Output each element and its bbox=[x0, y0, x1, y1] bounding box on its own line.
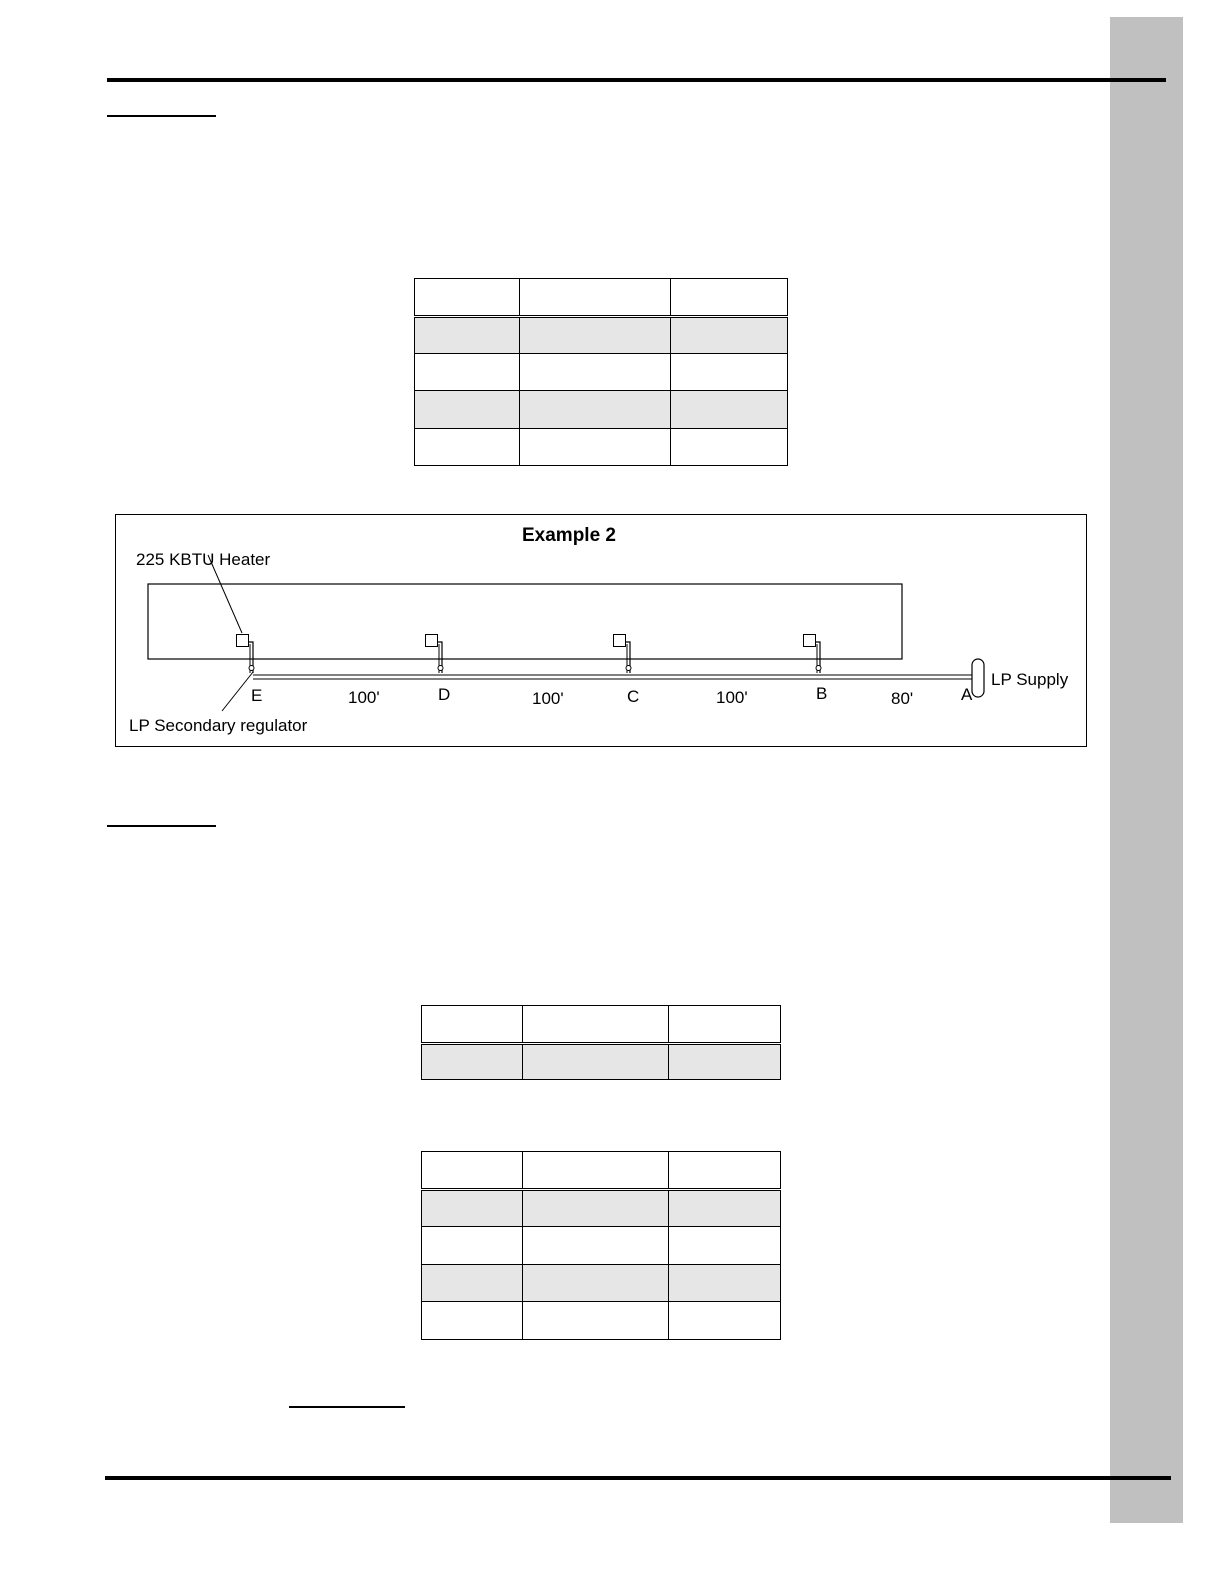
diagram-title: Example 2 bbox=[522, 525, 616, 546]
table-row bbox=[422, 1302, 781, 1340]
lp-tank-icon bbox=[972, 659, 984, 697]
heater-icon bbox=[425, 634, 438, 647]
section-underline bbox=[107, 115, 216, 117]
table-row bbox=[415, 429, 788, 466]
section-underline bbox=[289, 1406, 405, 1408]
sizing-table-3 bbox=[421, 1151, 781, 1340]
distance-label: 100' bbox=[716, 688, 748, 707]
point-label: C bbox=[627, 687, 640, 706]
supply-label: LP Supply bbox=[991, 670, 1069, 689]
table-row bbox=[422, 1265, 781, 1302]
building-outline bbox=[148, 584, 902, 659]
distance-label: 80' bbox=[891, 689, 914, 708]
table-row bbox=[422, 1227, 781, 1265]
table-row bbox=[415, 279, 788, 317]
table-row bbox=[422, 1006, 781, 1044]
table-row bbox=[415, 391, 788, 429]
table-row bbox=[415, 354, 788, 391]
point-label: A bbox=[961, 685, 973, 704]
distance-label: 100' bbox=[532, 689, 564, 708]
table-row bbox=[422, 1152, 781, 1190]
heater-label: 225 KBTU Heater bbox=[136, 550, 271, 569]
footer-rule bbox=[105, 1476, 1171, 1480]
distance-label: 100' bbox=[348, 688, 380, 707]
sizing-table-1 bbox=[414, 278, 788, 466]
section-underline bbox=[107, 825, 216, 827]
table-row bbox=[422, 1044, 781, 1080]
heater-icon bbox=[613, 634, 626, 647]
piping-diagram bbox=[115, 514, 1087, 747]
table-row bbox=[415, 317, 788, 354]
sizing-table-2 bbox=[421, 1005, 781, 1080]
heater-icon bbox=[236, 634, 249, 647]
heater-leader bbox=[208, 555, 242, 633]
regulator-label: LP Secondary regulator bbox=[129, 716, 308, 735]
diagram-lines bbox=[116, 515, 1086, 746]
point-label: D bbox=[438, 685, 451, 704]
point-label: B bbox=[816, 684, 828, 703]
side-tab bbox=[1110, 17, 1183, 1523]
table-row bbox=[422, 1190, 781, 1227]
point-label: E bbox=[251, 686, 263, 705]
header-rule bbox=[107, 78, 1166, 82]
heater-icon bbox=[803, 634, 816, 647]
regulator-leader bbox=[222, 672, 253, 711]
